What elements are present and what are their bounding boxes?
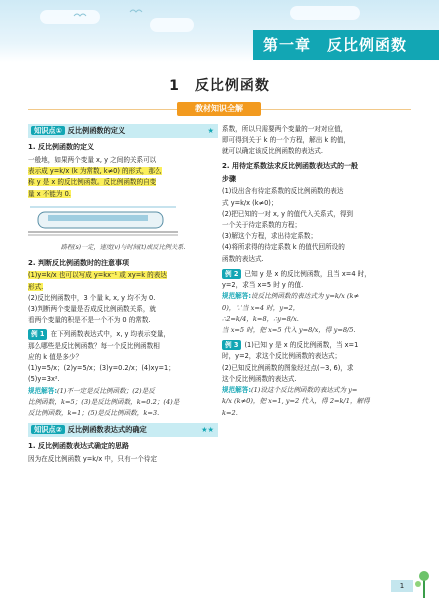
knowledge-point-1-header <box>28 124 218 138</box>
kp1-tag: 知识点① <box>31 126 65 135</box>
solution-text: 0)，∵当 x=4 时，y=2， <box>222 303 300 312</box>
solution-label: 规范解答: <box>222 292 252 301</box>
paragraph: (5)y=3x². <box>28 375 60 384</box>
lesson-title: 1 反比例函数 <box>169 78 270 94</box>
heading: 步骤 <box>222 174 236 183</box>
paragraph: (2)已知反比例函数的图象经过点(−3, 6)，求 <box>222 363 354 372</box>
cloud-icon <box>150 18 194 32</box>
highlight-text: 称 y 是 x 的反比例函数。反比例函数的自变 <box>28 178 157 187</box>
solution-text: 当 x=5 时，把 x=5 代入 y=8/x，得 y=8/5. <box>222 325 356 334</box>
solution-text: ∴2=k/4，k=8，∴y=8/x. <box>222 314 299 323</box>
solution-label: 规范解答: <box>28 386 58 395</box>
heading: 2. 判断反比例函数时的注意事项 <box>28 258 129 267</box>
solution-text: 比例函数，k=5；(3)是反比例函数，k=0.2；(4)是 <box>28 397 180 406</box>
solution-label: 规范解答: <box>222 386 252 395</box>
train-illustration <box>28 204 178 238</box>
paragraph: 已知 y 是 x 的反比例函数，且当 x=4 时， <box>244 269 371 278</box>
heading: 1. 反比例函数的定义 <box>28 143 94 151</box>
plant-icon <box>413 568 435 598</box>
paragraph: (1)已知 y 是 x 的反比例函数，当 x=1 <box>244 341 359 350</box>
paragraph: 函数的表达式. <box>222 254 264 263</box>
solution-text: 反比例函数，k=1；(5)是反比例函数，k=3. <box>28 409 160 418</box>
paragraph: 在下列函数表达式中，x, y 均表示变量， <box>50 330 171 339</box>
solution-text: k/x (k≠0)，把 x=1, y=2 代入，得 2=k/1，解得 <box>222 397 370 406</box>
highlight-text: 量 x 不能为 0. <box>28 189 71 198</box>
paragraph: 应的 k 值是多少？ <box>28 352 83 361</box>
paragraph: (2)反比例函数中，3 个量 k, x, y 均不为 0. <box>28 293 156 302</box>
paragraph: y=2，求当 x=5 时 y 的值. <box>222 281 304 290</box>
paragraph: 就可以确定该反比例函数的表达式. <box>222 147 324 156</box>
section-banner: 教材知识全解 <box>177 102 261 116</box>
paragraph: 一个关于待定系数的方程； <box>222 221 302 229</box>
paragraph: (1)设出含有待定系数的反比例函数的表达 <box>222 187 344 196</box>
highlight-text: 表示成 y=k/x (k 为常数, k≠0) 的形式，那么 <box>28 167 162 176</box>
knowledge-point-2-header <box>28 423 218 437</box>
paragraph: 看两个变量的积是不是一个不为 0 的常数. <box>28 316 151 325</box>
heading: 2. 用待定系数法求反比例函数表达式的一般 <box>222 161 358 170</box>
highlight-text: (1)y=k/x 也可以写成 y=kx⁻¹ 或 xy=k 的表达 <box>28 271 167 280</box>
cloud-icon <box>290 6 360 20</box>
paragraph: 那么哪些是反比例函数？每一个反比例函数相 <box>28 341 160 350</box>
paragraph: 一般地，如果两个变量 x, y 之间的关系可以 <box>28 155 157 164</box>
chapter-title: 第一章 反比例函数 <box>253 30 439 60</box>
birds-icon <box>70 8 170 20</box>
paragraph: (3)解这个方程，求出待定系数； <box>222 232 318 241</box>
paragraph: 这个反比例函数的表达式. <box>222 374 297 383</box>
heading: 1. 反比例函数表达式确定的思路 <box>28 442 129 451</box>
solution-text: (1)设这个反比例函数的表达式为 y= <box>251 386 358 395</box>
paragraph: (3)判断两个变量是否成反比例函数关系，就 <box>28 305 157 314</box>
star-icon: ★ <box>207 126 214 135</box>
solution-text: (1)不一定是反比例函数；(2)是反 <box>57 386 155 395</box>
paragraph: 系数，所以只需要两个变量的一对对应值， <box>222 125 348 133</box>
paragraph: 即可得到关于 k 的一个方程，解出 k 的值， <box>222 136 351 145</box>
kp2-title: 反比例函数表达式的确定 <box>67 425 147 435</box>
paragraph: (4)将所求得的待定系数 k 的值代回所设的 <box>222 243 345 252</box>
paragraph: 时，y=2，求这个反比例函数的表达式； <box>222 352 342 361</box>
solution-text: 设反比例函数的表达式为 y=k/x (k≠ <box>251 292 360 301</box>
solution-text: k=2. <box>222 408 238 417</box>
figure-caption: 路程(s)一定，速度(v)与时间(t)成反比例关系. <box>60 243 186 251</box>
paragraph: (1)y=5/x；(2)y=5/x；(3)y=0.2/x；(4)xy=1； <box>28 364 175 373</box>
example-3-tag: 例 3 <box>222 340 241 350</box>
paragraph: (2)把已知的一对 x, y 的值代入关系式，得到 <box>222 209 354 218</box>
kp2-tag: 知识点② <box>31 425 65 434</box>
example-1-tag: 例 1 <box>28 329 47 339</box>
paragraph: 式 y=k/x (k≠0)； <box>222 198 278 207</box>
page-number: 1 <box>391 580 413 592</box>
highlight-text: 形式. <box>28 282 44 291</box>
left-column <box>28 124 218 465</box>
star-icon: ★★ <box>201 425 214 435</box>
example-2-tag: 例 2 <box>222 269 241 279</box>
kp1-title: 反比例函数的定义 <box>67 126 126 135</box>
right-column <box>222 124 412 419</box>
paragraph: 因为在反比例函数 y=k/x 中，只有一个待定 <box>28 455 158 464</box>
